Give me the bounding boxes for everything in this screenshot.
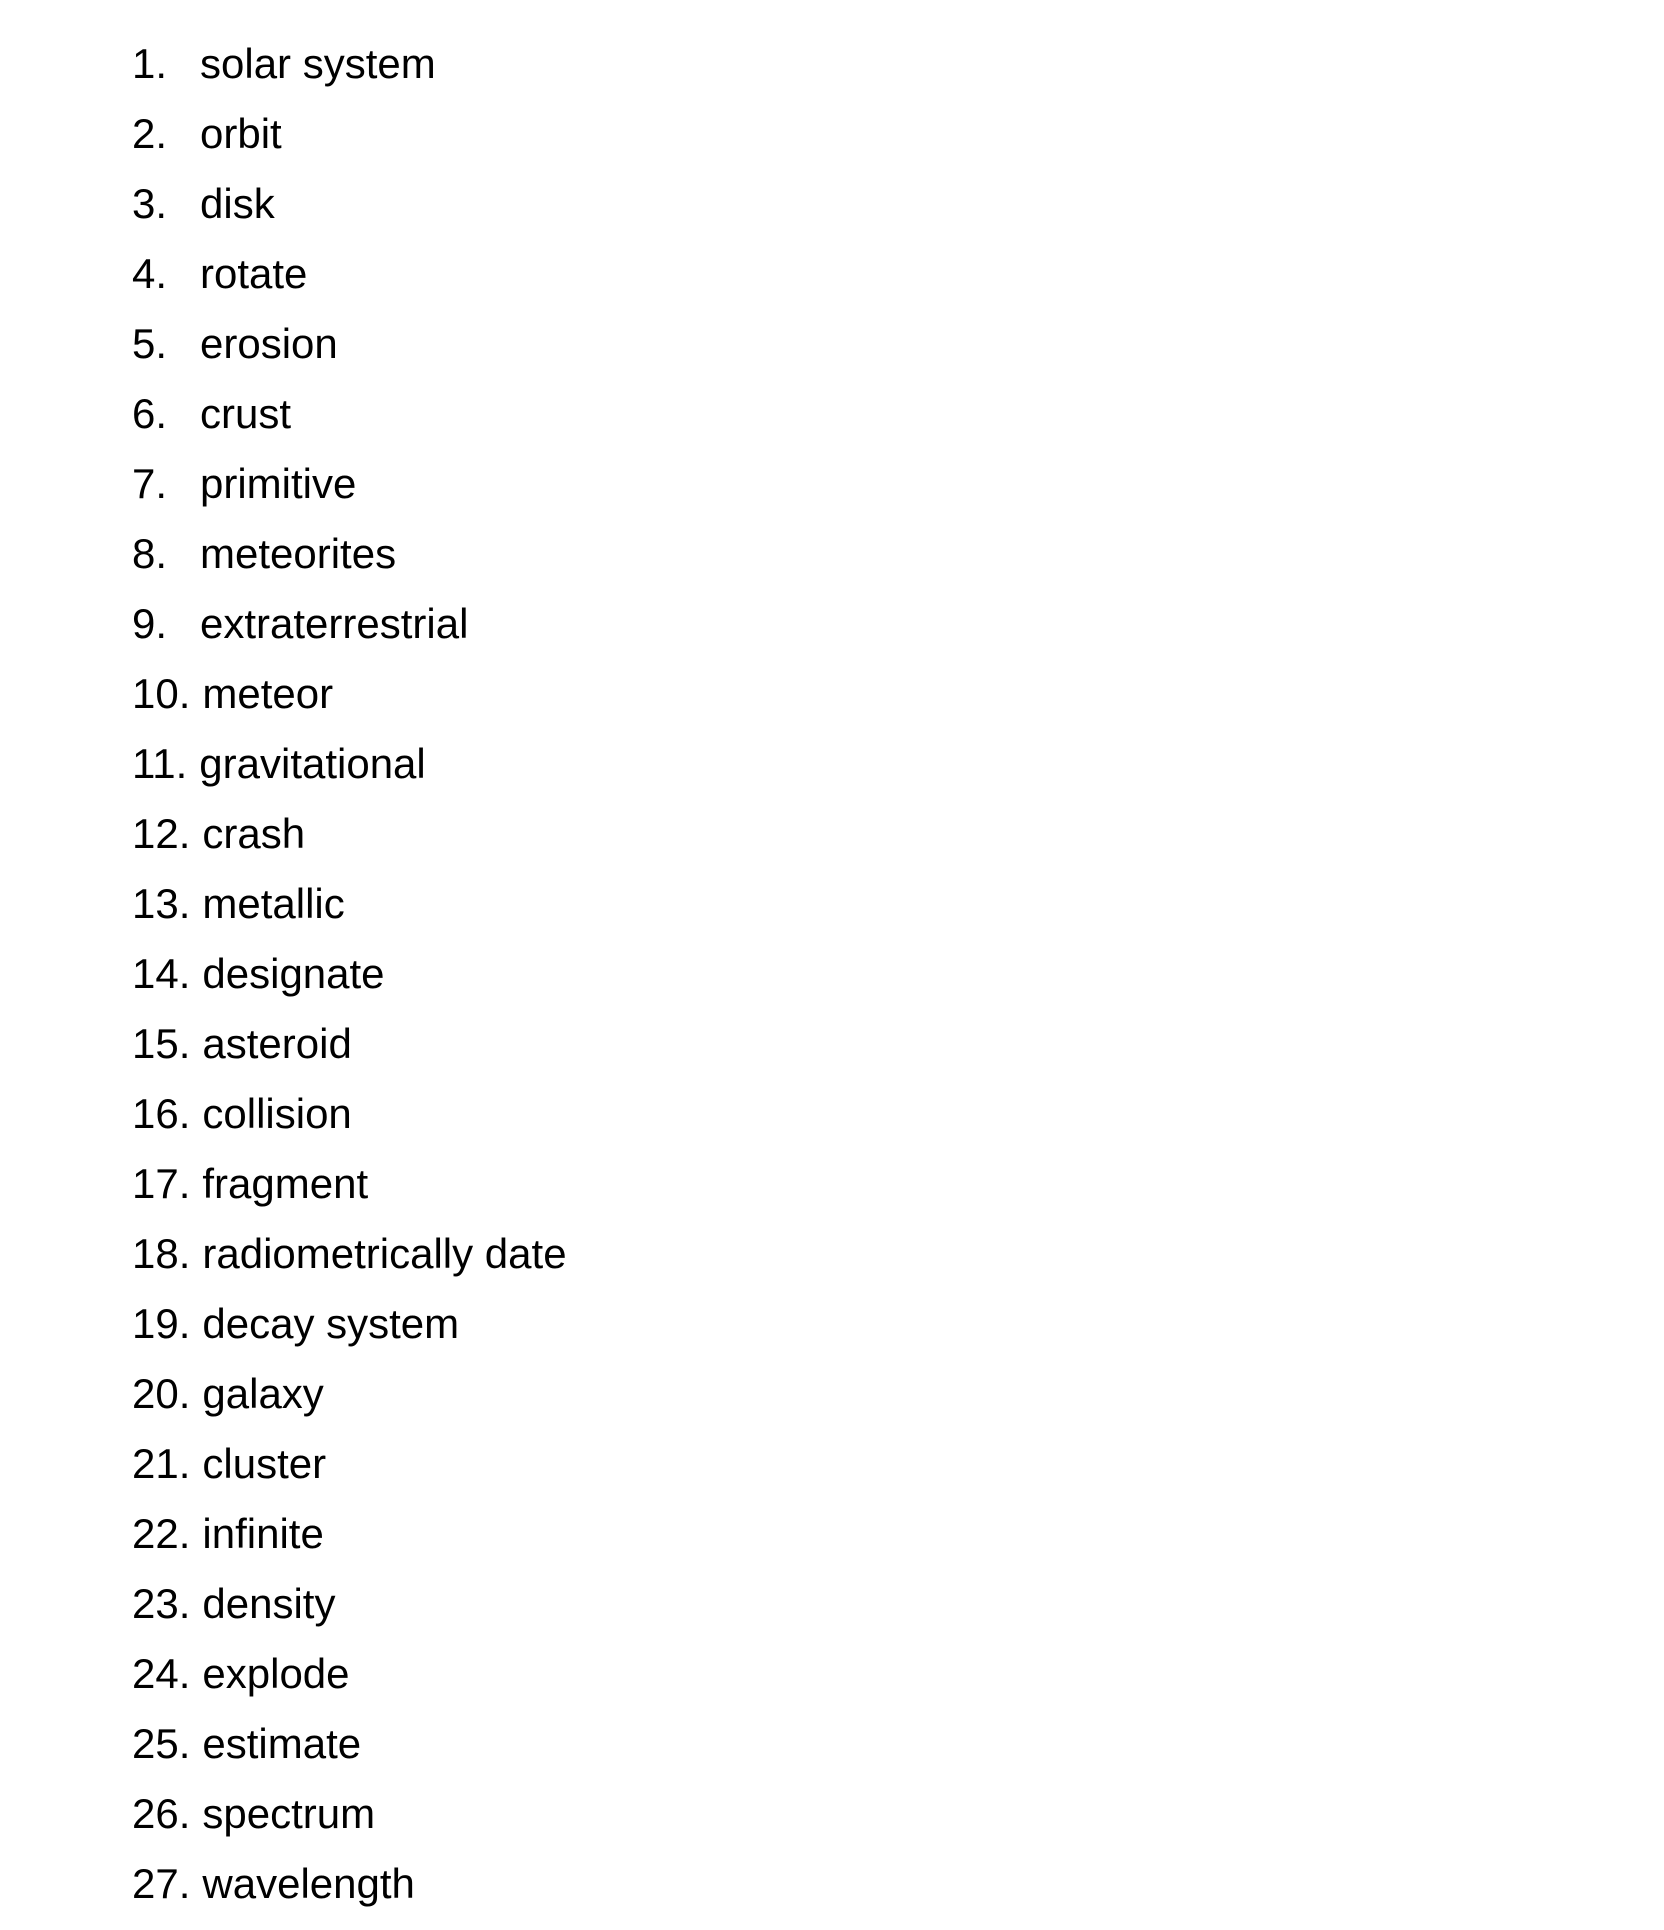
item-word: explode <box>202 1650 350 1697</box>
list-item <box>132 526 567 596</box>
item-word: infinite <box>202 1510 324 1557</box>
list-item <box>132 246 567 316</box>
item-number: 7. <box>132 460 168 507</box>
item-word: crash <box>202 810 306 857</box>
item-word: cluster <box>202 1440 327 1487</box>
list-item <box>132 1296 567 1366</box>
item-word: disk <box>200 180 275 227</box>
item-number: 18. <box>132 1230 191 1277</box>
list-item <box>132 1086 567 1156</box>
item-number: 17. <box>132 1160 191 1207</box>
item-word: meteor <box>202 670 334 717</box>
item-number: 22. <box>132 1510 191 1557</box>
item-number: 1. <box>132 40 168 87</box>
item-number: 11. <box>132 740 188 787</box>
item-word: asteroid <box>202 1020 352 1067</box>
list-item <box>132 1156 567 1226</box>
item-word: fragment <box>202 1160 369 1207</box>
item-word: erosion <box>200 320 338 367</box>
list-item <box>132 946 567 1016</box>
item-word: radiometrically date <box>202 1230 567 1277</box>
item-number: 9. <box>132 600 168 647</box>
item-number: 6. <box>132 390 168 437</box>
item-number: 26. <box>132 1790 191 1837</box>
item-word: galaxy <box>202 1370 324 1417</box>
list-item <box>132 106 567 176</box>
list-item <box>132 806 567 876</box>
item-word: primitive <box>200 460 357 507</box>
item-word: designate <box>202 950 385 997</box>
list-item <box>132 1786 567 1856</box>
item-number: 15. <box>132 1020 191 1067</box>
item-word: solar system <box>200 40 436 87</box>
item-number: 25. <box>132 1720 191 1767</box>
item-number: 24. <box>132 1650 191 1697</box>
item-number: 4. <box>132 250 168 297</box>
item-number: 2. <box>132 110 168 157</box>
list-item <box>132 1506 567 1576</box>
item-number: 27. <box>132 1860 191 1907</box>
list-item <box>132 1366 567 1436</box>
list-item <box>132 456 567 526</box>
list-item <box>132 876 567 946</box>
item-word: decay system <box>202 1300 460 1347</box>
item-number: 5. <box>132 320 168 367</box>
list-item <box>132 176 567 246</box>
item-number: 19. <box>132 1300 191 1347</box>
item-number: 20. <box>132 1370 191 1417</box>
list-item <box>132 596 567 666</box>
list-item <box>132 1016 567 1086</box>
item-number: 13. <box>132 880 191 927</box>
item-word: meteorites <box>200 530 397 577</box>
item-word: metallic <box>202 880 345 927</box>
item-number: 14. <box>132 950 191 997</box>
list-item <box>132 1226 567 1296</box>
list-item <box>132 1856 567 1926</box>
list-item <box>132 316 567 386</box>
item-number: 3. <box>132 180 168 227</box>
list-item <box>132 1646 567 1716</box>
item-number: 16. <box>132 1090 191 1137</box>
item-word: orbit <box>200 110 282 157</box>
list-item <box>132 1576 567 1646</box>
list-item <box>132 666 567 736</box>
item-word: rotate <box>200 250 308 297</box>
item-number: 8. <box>132 530 168 577</box>
item-word: density <box>202 1580 336 1627</box>
item-number: 21. <box>132 1440 191 1487</box>
list-item <box>132 386 567 456</box>
list-item <box>132 1716 567 1786</box>
item-number: 10. <box>132 670 191 717</box>
item-number: 12. <box>132 810 191 857</box>
item-word: extraterrestrial <box>200 600 469 647</box>
list-item <box>132 736 567 806</box>
vocabulary-list <box>132 36 567 1926</box>
item-word: spectrum <box>202 1790 376 1837</box>
item-word: estimate <box>202 1720 362 1767</box>
list-item <box>132 1436 567 1506</box>
item-word: crust <box>200 390 292 437</box>
item-word: wavelength <box>202 1860 415 1907</box>
item-word: collision <box>202 1090 352 1137</box>
list-item <box>132 36 567 106</box>
item-word: gravitational <box>199 740 426 787</box>
item-number: 23. <box>132 1580 191 1627</box>
